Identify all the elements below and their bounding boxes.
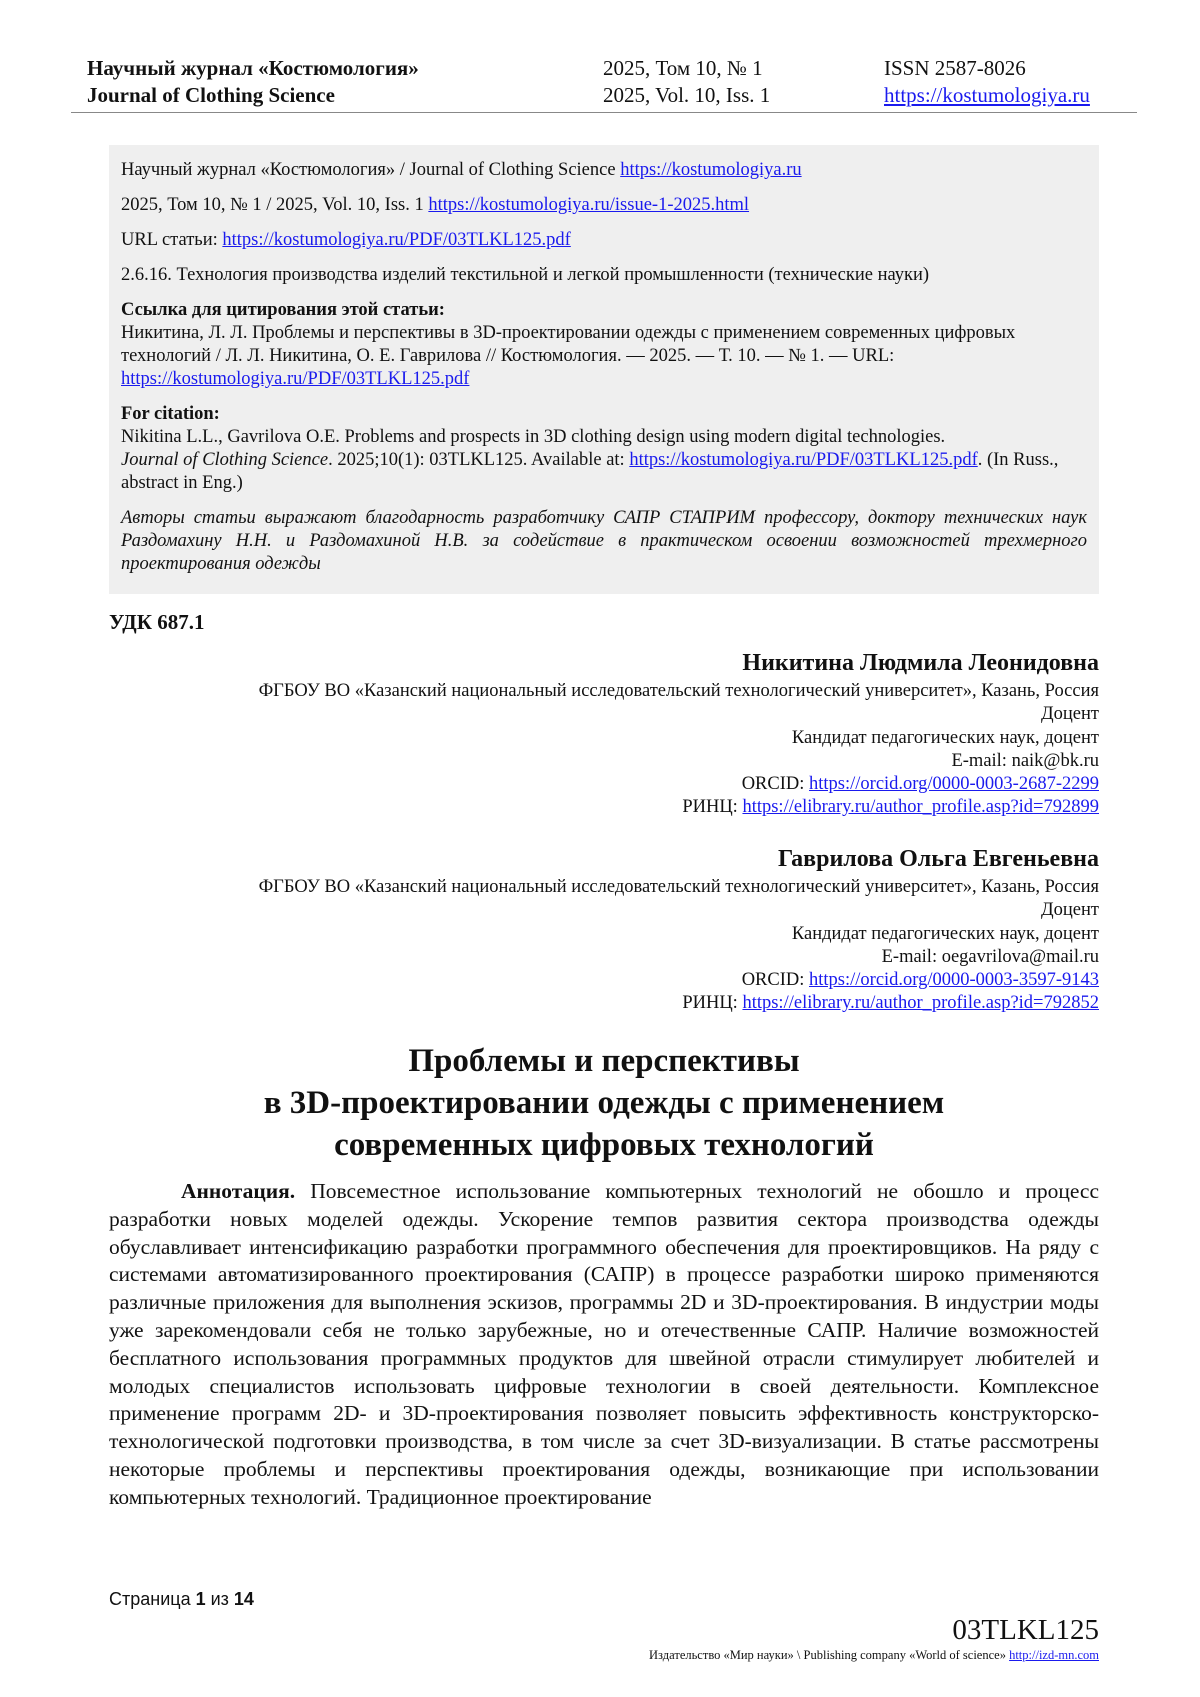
article-url-link[interactable]: https://kostumologiya.ru/PDF/03TLKL125.pdf bbox=[222, 230, 571, 250]
publisher-text: Издательство «Мир науки» \ Publishing company «World of science» bbox=[649, 1648, 1010, 1662]
title-line: Проблемы и перспективы bbox=[408, 1043, 800, 1079]
cite-ru-heading: Ссылка для цитирования этой статьи: bbox=[121, 300, 445, 320]
page-of: из bbox=[205, 1589, 234, 1609]
page-label: Страница bbox=[109, 1589, 196, 1609]
acknowledgement: Авторы статьи выражают благодарность разработчику САПР СТАПРИМ профессору, доктору технических наук Раздомахину Н.Н. и Раздомахиной Н.В. за содействие в практическом освоении возможностей трехмерного проектирования одежды bbox=[121, 508, 1087, 574]
article-title bbox=[109, 1040, 1099, 1166]
issue-line: 2025, Том 10, № 1 / 2025, Vol. 10, Iss. 1 bbox=[121, 195, 429, 215]
rinc-label: РИНЦ: bbox=[682, 993, 743, 1014]
udk: УДК 687.1 bbox=[109, 610, 205, 634]
author-name: Никитина Людмила Леонидовна bbox=[742, 650, 1099, 676]
publisher-link[interactable]: http://izd-mn.com bbox=[1009, 1648, 1099, 1662]
author-position: Доцент bbox=[1041, 704, 1099, 725]
abstract-text: Повсеместное использование компьютерных технологий не обошло и процесс разработки новых моделей одежды. Ускорение темпов развития сектора производства одежды обуславливает интенсификацию разработки программного обеспечения для проектировщиков. На ряду с системами автоматизированного проектирования (САПР) в процессе разработки широко применяются различные приложения для выполнения эскизов, программы 2D и 3D-проектирования. В индустрии моды уже зарекомендовали себя не только зарубежные, но и отечественные САПР. Наличие возможностей бесплатного использования программных продуктов для швейной отрасли стимулирует любителей и молодых специалистов использовать цифровые технологии в своей деятельности. Комплексное применение программ 2D- и 3D-проектирования позволяет повысить эффективность конструкторско-технологической подготовки производства, в том числе за счет 3D-визуализации. В статье рассмотрены некоторые проблемы и перспективы проектирования одежды, возникающие при использовании компьютерных технологий. Традиционное проектирование bbox=[109, 1179, 1099, 1509]
author-degree: Кандидат педагогических наук, доцент bbox=[791, 923, 1099, 944]
cite-en-text3: . (In Russ., abstract in Eng.) bbox=[121, 450, 1059, 493]
journal-name-en: Journal of Clothing Science bbox=[87, 83, 335, 107]
cite-en-text: Nikitina L.L., Gavrilova O.E. Problems and prospects in 3D clothing design using modern digital technologies. bbox=[121, 427, 946, 447]
issue-ru: 2025, Том 10, № 1 bbox=[603, 56, 763, 80]
cite-en-heading: For citation: bbox=[121, 404, 220, 424]
orcid-label: ORCID: bbox=[741, 970, 810, 991]
article-info-box bbox=[109, 145, 1099, 594]
author-block bbox=[109, 646, 1099, 820]
author-block bbox=[109, 842, 1099, 1016]
author-affiliation: ФГБОУ ВО «Казанский национальный исследовательский технологический университет», Казань, Россия bbox=[258, 877, 1099, 897]
journal-name-ru: Научный журнал «Костюмология» bbox=[87, 56, 419, 80]
specialty: 2.6.16. Технология производства изделий текстильной и легкой промышленности (технические науки) bbox=[121, 265, 930, 285]
author-email: E-mail: oegavrilova@mail.ru bbox=[881, 946, 1099, 967]
author-position: Доцент bbox=[1041, 900, 1099, 921]
cite-en-journal: Journal of Clothing Science bbox=[121, 450, 329, 470]
journal-line: Научный журнал «Костюмология» / Journal of Clothing Science bbox=[121, 160, 621, 180]
abstract-label: Аннотация. bbox=[181, 1179, 296, 1203]
cite-en-link[interactable]: https://kostumologiya.ru/PDF/03TLKL125.pdf bbox=[629, 450, 978, 470]
author-email: E-mail: naik@bk.ru bbox=[951, 750, 1099, 771]
rinc-link[interactable]: https://elibrary.ru/author_profile.asp?id=792899 bbox=[742, 797, 1099, 818]
cite-ru-text: Никитина, Л. Л. Проблемы и перспективы в 3D-проектировании одежды с применением современных цифровых технологий / Л. Л. Никитина, О. Е. Гаврилова // Костюмология. — 2025. — Т. 10. — № 1. — URL: bbox=[121, 323, 1016, 366]
issue-link[interactable]: https://kostumologiya.ru/issue-1-2025.html bbox=[428, 195, 750, 215]
cite-en-text2: . 2025;10(1): 03TLKL125. Available at: bbox=[328, 450, 630, 470]
issn: ISSN 2587-8026 bbox=[884, 56, 1026, 80]
article-code: 03TLKL125 bbox=[952, 1614, 1099, 1646]
orcid-label: ORCID: bbox=[741, 774, 810, 795]
page-counter bbox=[109, 1589, 254, 1610]
orcid-link[interactable]: https://orcid.org/0000-0003-2687-2299 bbox=[809, 774, 1099, 795]
rinc-label: РИНЦ: bbox=[682, 797, 743, 818]
rinc-link[interactable]: https://elibrary.ru/author_profile.asp?id=792852 bbox=[742, 993, 1099, 1014]
site-link[interactable]: https://kostumologiya.ru bbox=[884, 83, 1090, 107]
header-divider bbox=[71, 112, 1137, 113]
page-number: 1 bbox=[195, 1589, 206, 1609]
orcid-link[interactable]: https://orcid.org/0000-0003-3597-9143 bbox=[809, 970, 1099, 991]
abstract bbox=[109, 1178, 1099, 1512]
article-url-label: URL статьи: bbox=[121, 230, 223, 250]
author-name: Гаврилова Ольга Евгеньевна bbox=[777, 846, 1099, 872]
author-degree: Кандидат педагогических наук, доцент bbox=[791, 727, 1099, 748]
publisher-line bbox=[649, 1648, 1099, 1663]
journal-link[interactable]: https://kostumologiya.ru bbox=[620, 160, 802, 180]
page-total: 14 bbox=[233, 1589, 254, 1609]
title-line: в 3D-проектировании одежды с применением bbox=[263, 1085, 945, 1121]
author-affiliation: ФГБОУ ВО «Казанский национальный исследовательский технологический университет», Казань, Россия bbox=[258, 681, 1099, 701]
cite-ru-link[interactable]: https://kostumologiya.ru/PDF/03TLKL125.pdf bbox=[121, 369, 470, 389]
title-line: современных цифровых технологий bbox=[334, 1127, 874, 1163]
running-header bbox=[87, 55, 1137, 111]
issue-en: 2025, Vol. 10, Iss. 1 bbox=[603, 83, 771, 107]
